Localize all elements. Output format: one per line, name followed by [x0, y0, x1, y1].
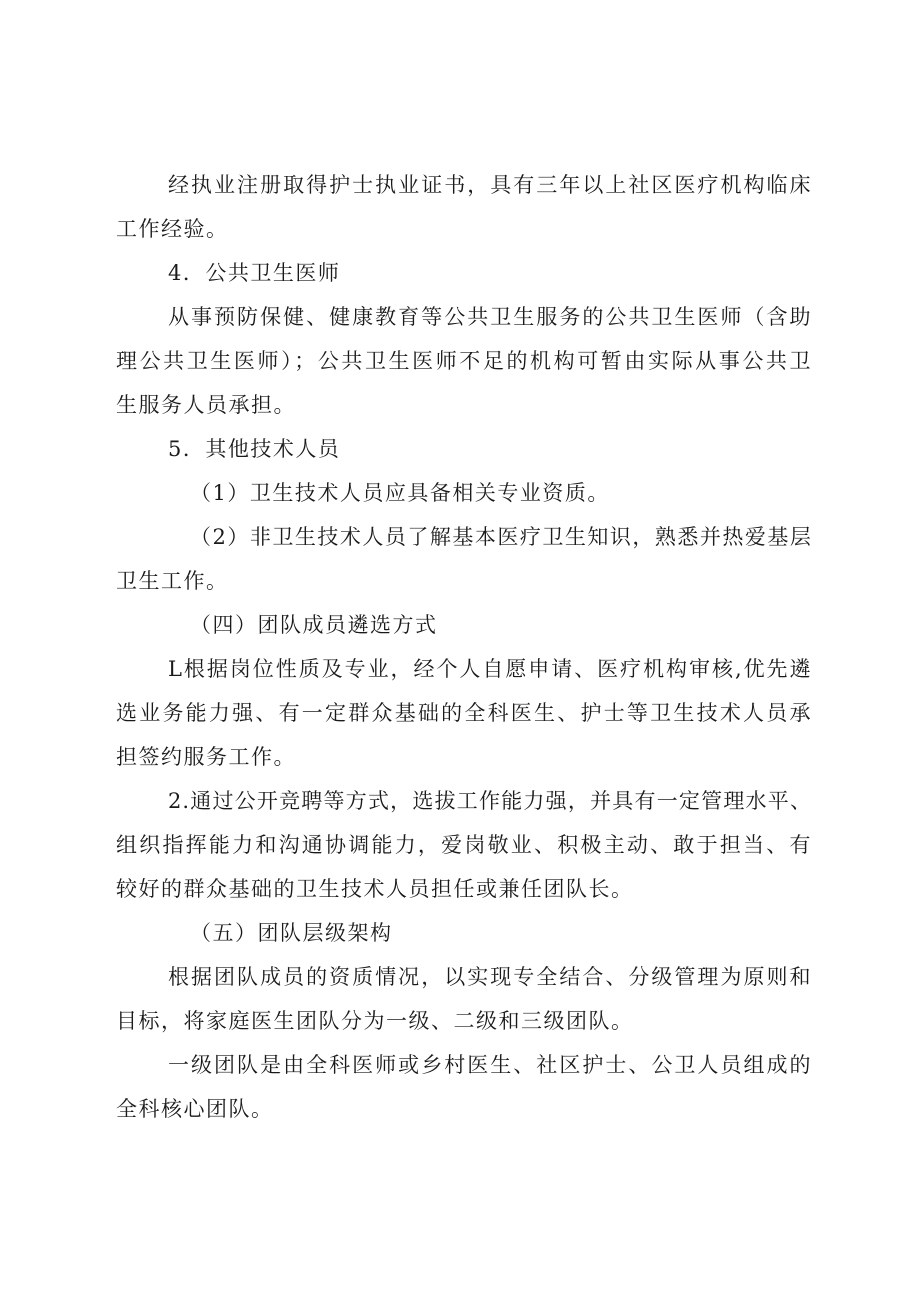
text-line-16: 组织指挥能力和沟通协调能力，爱岗敬业、积极主动、敢于担当、有	[116, 833, 812, 857]
text-line-2: 工作经验。	[116, 217, 229, 241]
text-line-4: 从事预防保健、健康教育等公共卫生服务的公共卫生医师（含助	[168, 305, 812, 329]
text-line-5: 理公共卫生医师）；公共卫生医师不足的机构可暂由实际从事公共卫	[116, 349, 812, 373]
text-line-22: 全科核心团队。	[116, 1097, 274, 1121]
text-line-13: 选业务能力强、有一定群众基础的全科医生、护士等卫生技术人员承	[116, 701, 812, 725]
section-heading-4: 4．公共卫生医师	[168, 261, 341, 285]
text-line-14: 担签约服务工作。	[116, 745, 296, 769]
text-line-10: 卫生工作。	[116, 569, 229, 593]
text-line-21: 一级团队是由全科医师或乡村医生、社区护士、公卫人员组成的	[168, 1053, 812, 1077]
section-heading-5: 5．其他技术人员	[168, 437, 341, 461]
text-line-9: （2）非卫生技术人员了解基本医疗卫生知识，熟悉并热爱基层	[190, 525, 813, 549]
text-line-15: 2.通过公开竞聘等方式，选拔工作能力强，并具有一定管理水平、	[168, 789, 812, 813]
text-line-6: 生服务人员承担。	[116, 393, 296, 417]
section-heading-five: （五）团队层级架构	[190, 921, 393, 945]
text-line-19: 根据团队成员的资质情况，以实现专全结合、分级管理为原则和	[168, 965, 812, 989]
text-line-20: 目标，将家庭医生团队分为一级、二级和三级团队。	[116, 1009, 634, 1033]
text-line-1: 经执业注册取得护士执业证书，具有三年以上社区医疗机构临床	[168, 173, 812, 197]
section-heading-four: （四）团队成员遴选方式	[190, 613, 438, 637]
text-line-12: L根据岗位性质及专业，经个人自愿申请、医疗机构审核,优先遴	[168, 657, 812, 681]
text-line-17: 较好的群众基础的卫生技术人员担任或兼任团队长。	[116, 877, 634, 901]
text-line-8: （1）卫生技术人员应具备相关专业资质。	[190, 481, 610, 505]
